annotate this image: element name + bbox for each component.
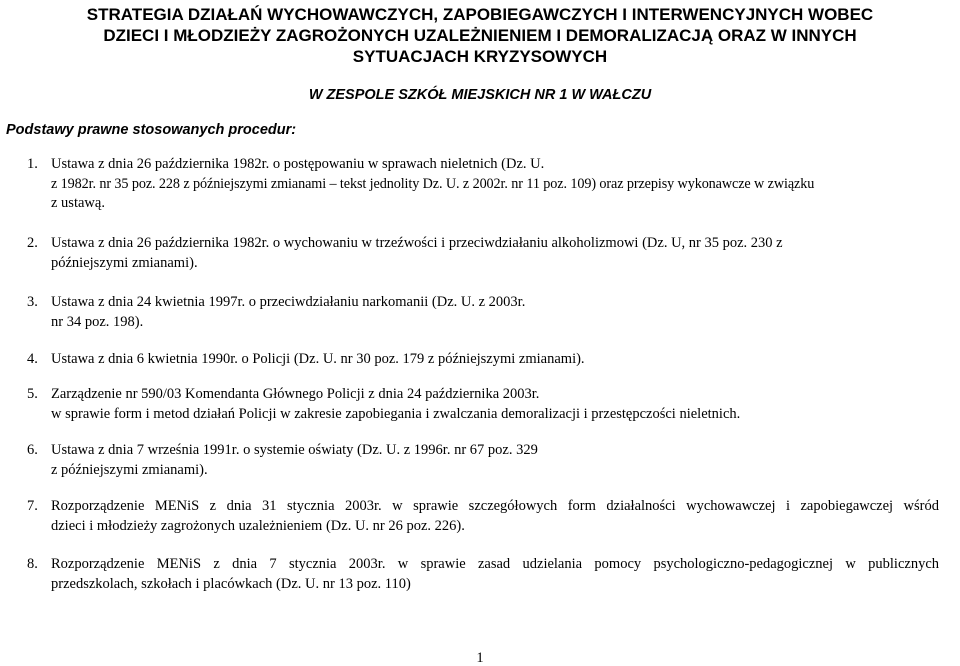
list-item-number: 8. — [27, 556, 38, 572]
list-item-number: 2. — [27, 235, 38, 251]
list-item — [27, 155, 939, 214]
list-item-number: 5. — [27, 386, 38, 402]
list-item-line: dzieci i młodzieży zagrożonych uzależnieniem (Dz. U. nr 26 poz. 226). — [51, 517, 465, 534]
list-item-line: przedszkolach, szkołach i placówkach (Dz. U. nr 13 poz. 110) — [51, 575, 411, 592]
list-item — [27, 497, 939, 536]
list-item-line: Ustawa z dnia 6 kwietnia 1990r. o Policji (Dz. U. nr 30 poz. 179 z późniejszymi zmianami). — [51, 351, 585, 367]
list-item — [27, 441, 939, 480]
list-item-line: w sprawie form i metod działań Policji w zakresie zapobiegania i zwalczania demoralizacji i przestępczości nieletnich. — [51, 405, 741, 422]
document-title — [0, 4, 960, 67]
list-item-line: Ustawa z dnia 26 października 1982r. o postępowaniu w sprawach nieletnich (Dz. U. — [51, 156, 545, 172]
page-number: 1 — [476, 650, 484, 666]
list-item — [27, 293, 939, 332]
list-item-line: nr 34 poz. 198). — [51, 313, 144, 330]
title-line-3: SYTUACJACH KRYZYSOWYCH — [352, 47, 608, 66]
list-item-line: Rozporządzenie MENiS z dnia 7 stycznia 2003r. w sprawie zasad udzielania pomocy psychologiczno-pedagogicznej w publicznych — [51, 556, 939, 572]
list-item-line: Ustawa z dnia 24 kwietnia 1997r. o przeciwdziałaniu narkomanii (Dz. U. z 2003r. — [51, 294, 526, 310]
list-item-line: z 1982r. nr 35 poz. 228 z późniejszymi zmianami – tekst jednolity Dz. U. z 2002r. nr 11 poz. 109) oraz przepisy wykonawcze w związku — [51, 175, 815, 192]
list-item-line: Zarządzenie nr 590/03 Komendanta Głównego Policji z dnia 24 października 2003r. — [51, 386, 540, 402]
legal-basis-heading: Podstawy prawne stosowanych procedur: — [6, 122, 297, 138]
list-item-line: późniejszymi zmianami). — [51, 254, 198, 271]
list-item-line: z ustawą. — [51, 195, 105, 211]
list-item — [27, 234, 939, 273]
list-item — [27, 350, 939, 370]
list-item-number: 3. — [27, 294, 38, 310]
list-item-number: 1. — [27, 156, 38, 172]
list-item-line: Rozporządzenie MENiS z dnia 31 stycznia 2003r. w sprawie szczegółowych form działalności wychowawczej i zapobiegawczej wśród — [51, 498, 939, 514]
list-item-line: z późniejszymi zmianami). — [51, 461, 208, 478]
list-item-line: Ustawa z dnia 26 października 1982r. o wychowaniu w trzeźwości i przeciwdziałaniu alkoholizmowi (Dz. U, nr 35 poz. 230 z — [51, 235, 783, 251]
list-item-number: 6. — [27, 442, 38, 458]
document-subtitle: W ZESPOLE SZKÓŁ MIEJSKICH NR 1 W WAŁCZU — [308, 87, 652, 103]
list-item-number: 7. — [27, 498, 38, 514]
title-line-1: STRATEGIA DZIAŁAŃ WYCHOWAWCZYCH, ZAPOBIEGAWCZYCH I INTERWENCYJNYCH WOBEC — [86, 5, 874, 24]
list-item-number: 4. — [27, 351, 38, 367]
list-item-line: Ustawa z dnia 7 września 1991r. o systemie oświaty (Dz. U. z 1996r. nr 67 poz. 329 — [51, 442, 538, 458]
list-item — [27, 385, 939, 424]
title-line-2: DZIECI I MŁODZIEŻY ZAGROŻONYCH UZALEŻNIENIEM I DEMORALIZACJĄ ORAZ W INNYCH — [103, 26, 857, 45]
list-item — [27, 555, 939, 594]
